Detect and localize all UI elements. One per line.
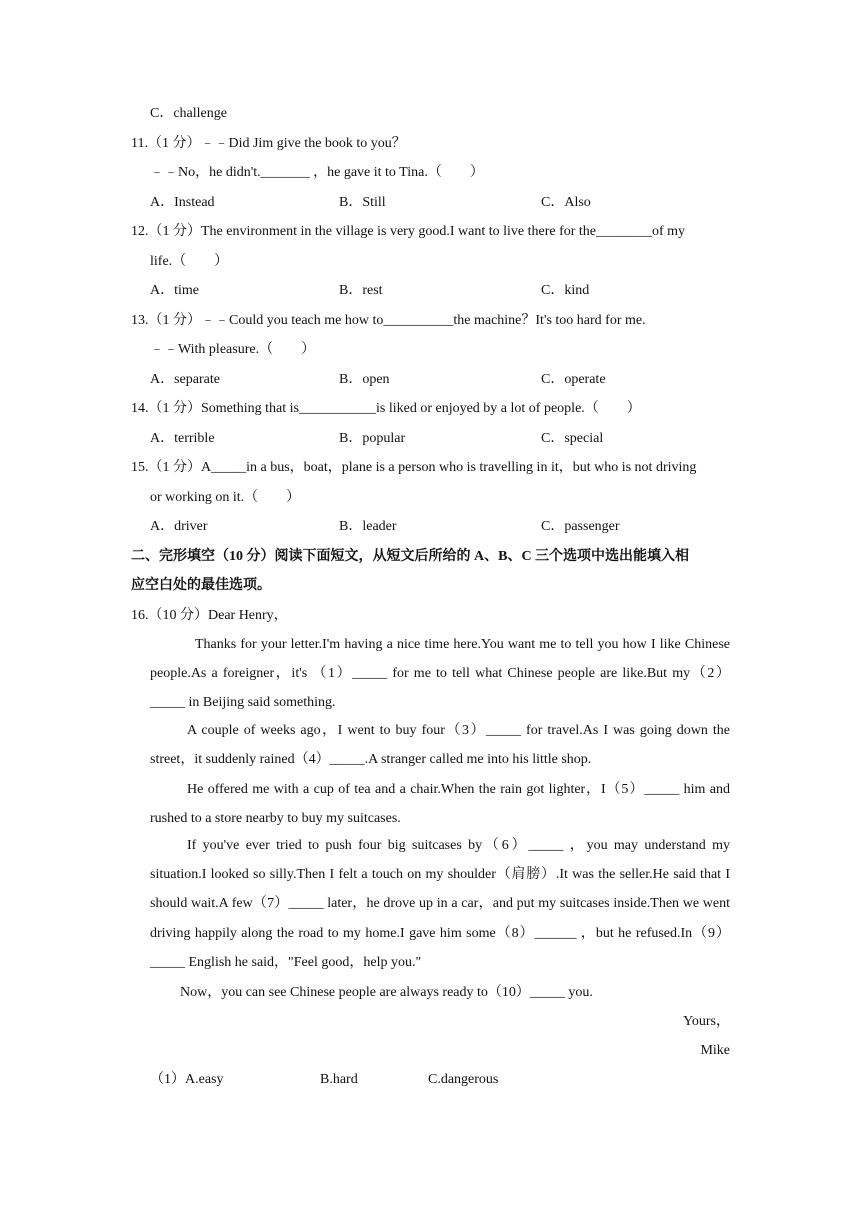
option-12c: C．kind	[541, 283, 590, 298]
option-13a: A．separate	[150, 372, 220, 387]
option-line-c10: C．challenge	[150, 106, 227, 121]
final-option-a: （1）A.easy	[150, 1072, 224, 1087]
letter-closing: Yours，	[683, 1014, 730, 1029]
section-heading-cont: 应空白处的最佳选项。	[131, 578, 271, 593]
question-15-cont: or working on it.（ ）	[150, 490, 301, 505]
letter-paragraph-3: He offered me with a cup of tea and a chair.When the rain got lighter，I（5）_____ him and rushed to a store nearby to buy my suitcases.	[150, 782, 730, 827]
option-12a: A．time	[150, 283, 199, 298]
option-12b: B．rest	[339, 283, 383, 298]
letter-paragraph-5: Now，you can see Chinese people are always ready to（10）_____ you.	[180, 985, 593, 1000]
question-16: 16.（10 分）Dear Henry，	[131, 608, 288, 623]
question-12-cont: life.（ ）	[150, 254, 229, 269]
question-11: 11.（1 分）﹣﹣Did Jim give the book to you？	[131, 136, 406, 151]
question-13-response: ﹣﹣With pleasure.（ ）	[150, 342, 316, 357]
option-11c: C．Also	[541, 195, 591, 210]
section-heading: 二、完形填空（10 分）阅读下面短文，从短文后所给的 A、B、C 三个选项中选出能填入相	[131, 549, 690, 564]
final-option-b: B.hard	[320, 1072, 358, 1087]
final-option-c: C.dangerous	[428, 1072, 499, 1087]
option-13b: B．open	[339, 372, 390, 387]
letter-paragraph-4: If you've ever tried to push four big suitcases by（6）_____ ，you may understand my situation.I looked so silly.Then I felt a touch on my shoulder（肩膀）.It was the seller.He said that I should wait.A few（7）_____ later，he drove up in a car，and put my suitcases inside.Then we went driving happily along the road to my home.I gave him some（8）______ ，but he refused.In（9）_____ English he said，"Feel good，help you."	[150, 838, 730, 970]
question-14: 14.（1 分）Something that is___________is liked or enjoyed by a lot of people.（ ）	[131, 401, 641, 416]
option-15a: A．driver	[150, 519, 208, 534]
option-14a: A．terrible	[150, 431, 215, 446]
question-11-response: ﹣﹣No，he didn't._______ ，he gave it to Tina.（ ）	[150, 165, 484, 180]
option-15b: B．leader	[339, 519, 397, 534]
letter-paragraph-2: A couple of weeks ago，I went to buy four（3）_____ for travel.As I was going down the street，it suddenly rained（4）_____.A stranger called me into his little shop.	[150, 723, 730, 768]
option-11b: B．Still	[339, 195, 386, 210]
option-13c: C．operate	[541, 372, 606, 387]
question-12: 12.（1 分）The environment in the village is very good.I want to live there for the________of my	[131, 224, 686, 239]
option-11a: A．Instead	[150, 195, 215, 210]
option-14c: C．special	[541, 431, 604, 446]
letter-signature: Mike	[700, 1043, 730, 1058]
question-13: 13.（1 分）﹣﹣Could you teach me how to__________the machine？It's too hard for me.	[131, 313, 646, 328]
question-15: 15.（1 分）A_____in a bus，boat，plane is a person who is travelling in it，but who is not driving	[131, 460, 697, 475]
option-15c: C．passenger	[541, 519, 620, 534]
letter-paragraph-1: Thanks for your letter.I'm having a nice time here.You want me to tell you how I like Chinese people.As a foreigner，it's （1）_____ for me to tell what Chinese people are like.But my（2）_____ in Beijing said something.	[150, 637, 730, 711]
option-14b: B．popular	[339, 431, 406, 446]
